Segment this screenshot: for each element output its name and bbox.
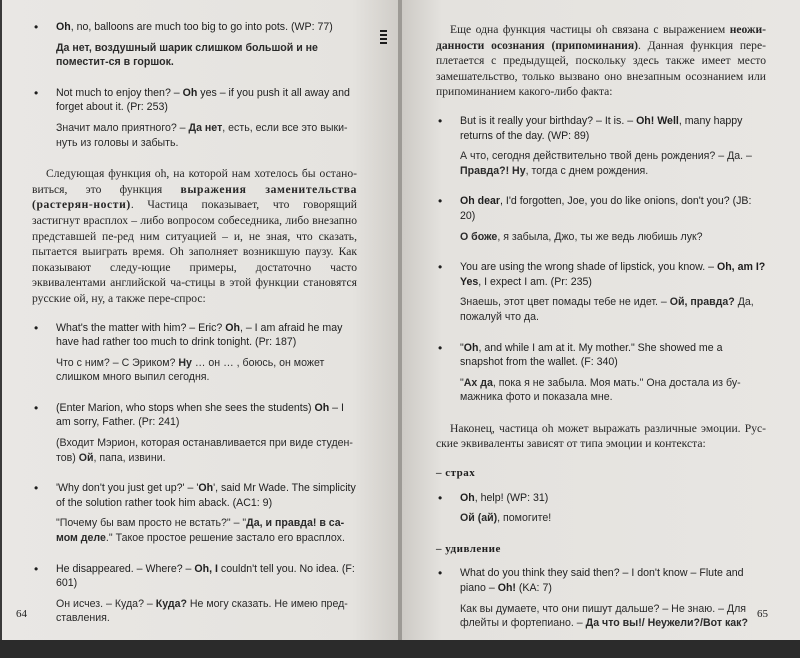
example-english: Oh, no, balloons are much too big to go into pots. (WP: 77) (56, 21, 333, 33)
example-english: But is it really your birthday? – It is. – Oh! Well, many happy returns of the day. (WP: 89) (460, 114, 743, 142)
list-item (436, 566, 766, 630)
bullet-icon: • (438, 260, 443, 275)
example-english: "Oh, and while I am at it. My mother." She showed me a snapshot from the wallet. (F: 340) (460, 341, 723, 369)
list-item (32, 321, 357, 385)
list-item (32, 481, 357, 545)
example-english: (Enter Marion, who stops when she sees the students) Oh – I am sorry, Father. (Pr: 241) (56, 401, 344, 429)
example-translation: "Ах да, пока я не забыла. Моя мать." Она достала из бу-мажника фото и показала мне. (460, 376, 741, 404)
example-translation: О боже, я забыла, Джо, ты же ведь любишь лук? (460, 230, 703, 243)
bullet-icon: • (34, 400, 39, 415)
list-item (436, 114, 766, 178)
bullet-icon: • (34, 561, 39, 576)
example-english: What do you think they said then? – I don't know – Flute and piano – Oh! (KA: 7) (460, 567, 744, 595)
right-page (402, 0, 800, 644)
body-paragraph: Наконец, частица oh может выражать различные эмоции. Рус-ские эквиваленты зависят от типа эмоции и контекста: (436, 421, 766, 451)
body-paragraph: Еще одна функция частицы oh связана с выражением неожи-данности осознания (припоминания). Данная функция пере-плетается с предыдущей, поскольку здесь также имеет место замешательство, только вызвано оно внезапным осознанием или припоминанием какого-либо факта: (436, 23, 766, 99)
page-number: 65 (757, 608, 768, 620)
body-paragraph: Следующая функция oh, на которой нам хотелось бы остано-виться, это функция выражения заменительства (растерян-ности). Частица показывает, что говорящий застигнут врасплох – либо вопросом собеседника, либо внезапно представшей пе-ред ним ситуацией – и, не зная, что сказать, пытается выиграть время. Oh заполняет возникшую паузу. Как показывают следу-ющие примеры, достаточно часто эквивалентами английской ча-стицы в этой функции становятся русские ой, ну, а также пере-спрос: (32, 167, 358, 305)
example-english: What's the matter with him? – Eric? Oh, – I am afraid he may have had rather too much to drink tonight. (Pr: 187) (56, 321, 343, 349)
example-english: You are using the wrong shade of lipstick, you know. – Oh, am I? Yes, I expect I am. (Pr: 235) (460, 261, 766, 288)
bullet-icon: • (438, 566, 443, 581)
right-column (436, 22, 766, 644)
example-english: Oh, help! (WP: 31) (460, 491, 549, 504)
example-english: He disappeared. – Where? – Oh, I couldn't tell you. No idea. (F: 601) (56, 562, 355, 590)
bullet-icon: • (438, 340, 443, 355)
example-translation: Да нет, воздушный шарик слишком большой и не поместит-ся в горшок. (56, 41, 318, 69)
list-item (32, 20, 357, 70)
example-translation: Знаешь, этот цвет помады тебе не идет. – Ой, правда? Да, пожалуй что да. (460, 296, 754, 323)
list-item (32, 562, 357, 626)
example-translation: "Почему бы вам просто не встать?" – "Да, и правда! в са-мом деле." Такое простое решение застало его врасплох. (56, 517, 345, 545)
bullet-icon: • (34, 481, 39, 496)
section-heading-surprise: – удивление (436, 542, 501, 555)
bullet-icon: • (438, 113, 443, 128)
list-item (436, 260, 766, 324)
example-translation: А что, сегодня действительно твой день рождения? – Да. – Правда?! Ну, тогда с днем рождения. (460, 150, 752, 177)
bullet-icon: • (438, 194, 443, 209)
example-translation: Что с ним? – С Эриком? Ну … он … , боюсь, он может слишком много выпил сегодня. (56, 356, 325, 384)
list-item (436, 491, 766, 526)
left-page (2, 0, 400, 644)
example-translation: Он исчез. – Куда? – Куда? Не могу сказать. Не имею пред-ставления. (56, 597, 348, 625)
example-english: Not much to enjoy then? – Oh yes – if you push it all away and forget about it. (Pr: 253) (56, 86, 350, 114)
example-translation: Значит мало приятного? – Да нет, есть, если все это выки-нуть из головы и забыть. (56, 121, 348, 149)
bullet-icon: • (34, 320, 39, 335)
list-item (32, 86, 357, 150)
left-column (32, 20, 357, 642)
example-english: 'Why don't you just get up?' – 'Oh', said Mr Wade. The simplicity of the solution rather took him aback. (AC1: 9) (56, 482, 356, 509)
book-edge (0, 640, 800, 658)
page-number: 64 (16, 608, 27, 620)
bullet-icon: • (438, 490, 443, 505)
margin-mark (380, 30, 387, 44)
example-translation: Как вы думаете, что они пишут дальше? – Не знаю. – Для флейты и фортепиано. – Да что вы!/ Неужели?/Вот как? (460, 602, 748, 630)
bullet-icon: • (34, 85, 39, 100)
list-item (436, 341, 766, 405)
example-translation: Ой (ай), помогите! (460, 512, 552, 525)
list-item (436, 194, 766, 244)
example-translation: (Входит Мэрион, которая останавливается при виде студен-тов) Ой, папа, извини. (56, 437, 353, 464)
list-item (32, 401, 357, 465)
bullet-icon: • (34, 20, 39, 34)
example-english: Oh dear, I'd forgotten, Joe, you do like onions, don't you? (JB: 20) (460, 195, 752, 222)
section-heading-fear: – страх (436, 467, 476, 480)
